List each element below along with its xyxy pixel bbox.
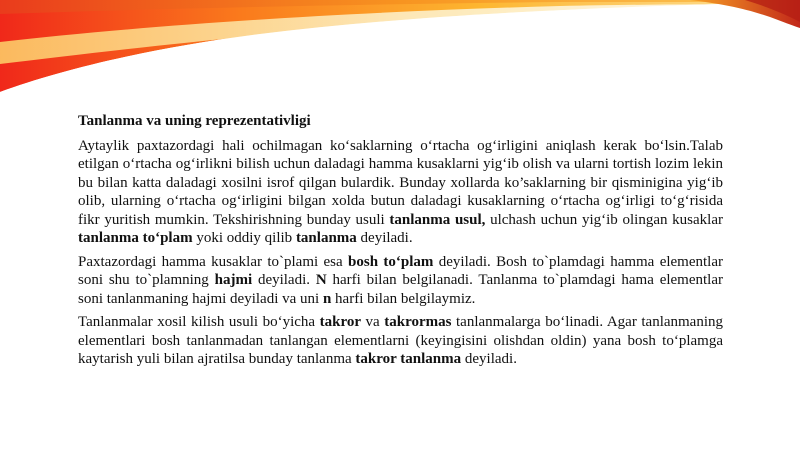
paragraph-2 [78, 253, 723, 309]
paragraph-3 [78, 313, 723, 369]
text-run: deyiladi. Bosh to`plamdagi hamma elementlar soni shu to`plamning [78, 253, 723, 288]
slide-content [78, 112, 723, 374]
text-run: Tanlanmalar xosil kilish usuli bo‘yicha [78, 314, 320, 330]
text-run: tanlanmalarga bo‘linadi. Agar tanlanmaning elementlari bosh tanlanmadan tanlangan elementlarni (keyingisini olishdan oldin) yana bosh to‘plamga kaytarish yuli bilan ajratilsa bunday tanlanma [78, 314, 724, 367]
bold-term: takrormas [384, 314, 452, 330]
bold-term: tanlanma to‘plam [78, 230, 193, 246]
bold-term: n [322, 290, 332, 307]
decorative-banner [0, 0, 800, 100]
bold-term: takror tanlanma [355, 351, 462, 367]
text-run: harfi bilan belgilanadi. Tanlanma to`plamdagi hama elementlar soni tanlanmaning hajmi deyiladi va uni [78, 272, 723, 307]
text-run: Paxtazordagi hamma kusaklar to`plami esa [78, 253, 349, 270]
bold-term: tanlanma [295, 230, 357, 246]
bold-term: tanlanma usul, [389, 211, 486, 228]
text-run: yoki oddiy qilib [192, 230, 296, 246]
paragraph-1 [78, 137, 723, 248]
slide-title: Tanlanma va uning reprezentativligi [78, 113, 311, 129]
text-run: deyiladi. [356, 230, 413, 246]
bold-term: takror [319, 314, 361, 330]
text-run: va [361, 314, 385, 330]
bold-term: N [315, 272, 327, 288]
bold-term: hajmi [214, 272, 253, 288]
bold-term: bosh to‘plam [348, 253, 434, 270]
text-run: harfi bilan belgilaymiz. [331, 290, 476, 307]
text-run: deyiladi. [252, 272, 316, 288]
text-run: Aytaylik paxtazordagi hali ochilmagan ko‘saklarning o‘rtacha og‘irligini aniqlash kerak bo‘lsin.Talab etilgan o‘rtacha og‘irlikni bilish uchun daladagi hamma kusaklarni yig‘ib olish va ularni tortish lozim lekin bu bilan katta daladagi xosilni isrof qilgan bulardik. Bunday xollarda ko’saklarning bir qisminigina yig‘ib olib, ularning o‘rtacha og‘irligini bilgan xolda butun daladagi kusaklarning o‘rtacha og‘irligi to‘g‘risida fikr yuritish mumkin. Tekshirishning bunday usuli [78, 137, 723, 228]
text-run: ulchash uchun yig‘ib olingan kusaklar [485, 211, 723, 228]
text-run: deyiladi. [461, 351, 517, 367]
